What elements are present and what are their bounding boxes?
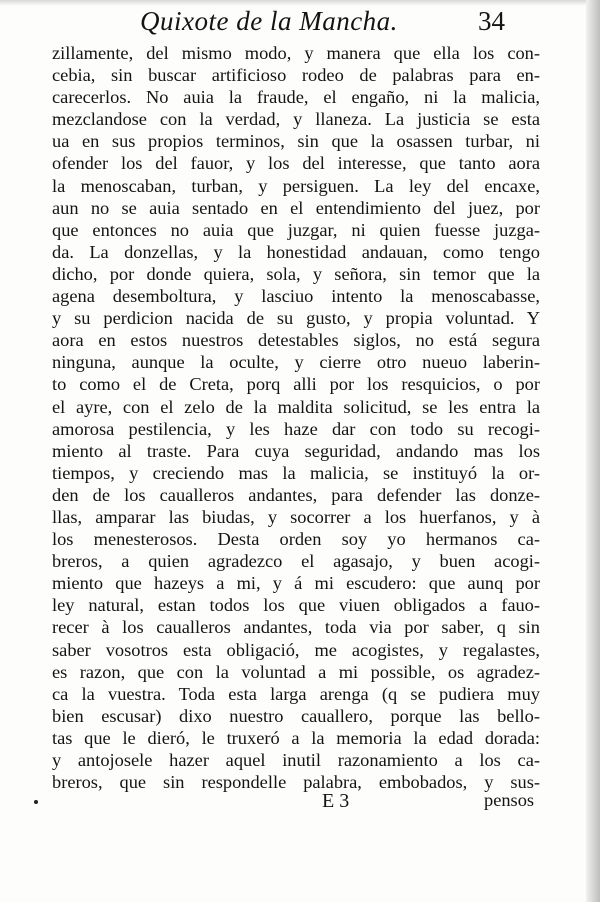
text-line: los menesterosos. Desta orden soy yo hermanos ca- bbox=[52, 529, 540, 550]
text-line: zillamente, del mismo modo, y manera que ella los con- bbox=[52, 43, 540, 63]
text-line: es razon, que con la voluntad a mi possible, os agradez- bbox=[52, 661, 540, 682]
page-number: 34 bbox=[478, 6, 505, 36]
text-line: recer à los caualleros andantes, toda via por saber, q sin bbox=[52, 617, 540, 638]
text-line: da. La donzellas, y la honestidad andauan, como tengo bbox=[52, 241, 540, 262]
text-line: la menoscaban, turban, y persiguen. La ley del encaxe, bbox=[52, 175, 540, 196]
text-line: mezclandose con la verdad, y llaneza. La justicia se esta bbox=[52, 109, 540, 130]
text-line: dicho, por donde quiera, sola, y señora, sin temor que la bbox=[52, 263, 540, 284]
body-text bbox=[52, 42, 540, 793]
text-line: aun no se auia sentado en el entendimiento del juez, por bbox=[52, 197, 540, 218]
running-title: Quixote de la Mancha. bbox=[140, 6, 398, 36]
text-line: breros, a quien agradezco el agasajo, y buen acogi- bbox=[52, 551, 540, 572]
text-line: ofender los del fauor, y los del interesse, que tanto aora bbox=[52, 153, 540, 174]
catchword: pensos bbox=[484, 790, 535, 810]
text-line: carecerlos. No auia la fraude, el engaño, ni la malicia, bbox=[52, 87, 540, 108]
text-line: to como el de Creta, porq alli por los resquicios, o por bbox=[52, 374, 540, 395]
page-footer bbox=[0, 790, 600, 820]
text-line: ley natural, estan todos los que viuen obligados a fauo- bbox=[52, 595, 540, 616]
text-line: cebia, sin buscar artificioso rodeo de palabras para en- bbox=[52, 65, 540, 86]
text-line: llas, amparar las biudas, y socorrer a los huerfanos, y à bbox=[52, 506, 540, 527]
text-line: y antojosele hazer aquel inutil razonamiento a los ca- bbox=[52, 750, 540, 770]
text-line: ninguna, aunque la oculte, y cierre otro nueuo laberin- bbox=[52, 352, 540, 373]
text-line: tas que le dieró, le truxeró a la memoria la edad dorada: bbox=[52, 727, 540, 748]
text-line: que entonces no auia que juzgar, ni quien fuesse juzga- bbox=[52, 219, 540, 240]
signature-mark: E 3 bbox=[322, 790, 350, 812]
text-line: breros, que sin respondelle palabra, embobados, y sus- bbox=[52, 772, 540, 793]
text-line: miento que hazeys a mi, y á mi escudero: que aunq por bbox=[52, 573, 540, 594]
text-line: ua en sus propios terminos, sin que la osassen turbar, ni bbox=[52, 131, 540, 152]
text-line: el ayre, con el zelo de la maldita solicitud, se les entra la bbox=[52, 396, 540, 417]
text-line: agena desemboltura, y lasciuo intento la menoscabasse, bbox=[52, 286, 540, 307]
text-line: amorosa pestilencia, y les haze dar con todo su recogi- bbox=[52, 418, 540, 439]
text-line: den de los caualleros andantes, para defender las donze- bbox=[52, 484, 540, 505]
text-line: y su perdicion nacida de su gusto, y propia voluntad. Y bbox=[52, 308, 540, 329]
text-line: tiempos, y creciendo mas la malicia, se instituyó la or- bbox=[52, 462, 540, 483]
text-line: miento al traste. Para cuya seguridad, andando mas los bbox=[52, 440, 540, 461]
text-line: saber vosotros esta obligació, me acogistes, y regalastes, bbox=[52, 639, 540, 660]
page-header bbox=[0, 6, 600, 46]
text-line: aora en estos nuestros detestables siglos, no está segura bbox=[52, 330, 540, 351]
page-edge-shadow bbox=[586, 0, 600, 902]
text-line: ca la vuestra. Toda esta larga arenga (q se pudiera muy bbox=[52, 683, 540, 704]
text-line: bien escusar) dixo nuestro cauallero, porque las bello- bbox=[52, 705, 540, 726]
